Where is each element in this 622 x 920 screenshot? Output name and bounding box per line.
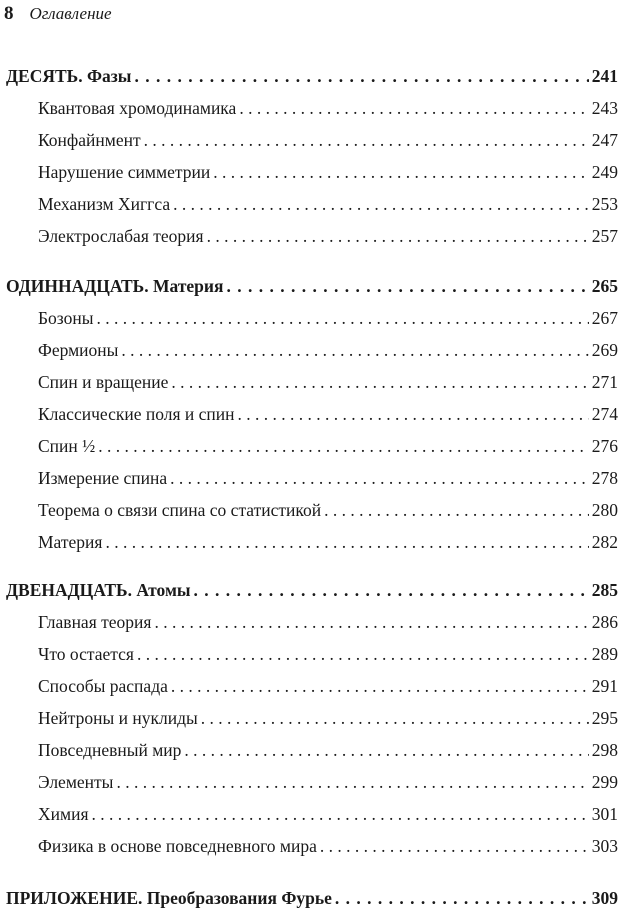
section-page-number: 303 xyxy=(591,836,618,856)
section-page-number: 295 xyxy=(591,708,618,728)
section-title: Главная теория xyxy=(38,612,152,632)
section-page-number: 289 xyxy=(591,644,618,664)
section-title: Элементы xyxy=(38,772,114,792)
section-page-number: 278 xyxy=(591,468,618,488)
section-entry[interactable] xyxy=(0,676,618,708)
section-page-number: 298 xyxy=(591,740,618,760)
section-title: Что остается xyxy=(38,644,134,664)
section-page-number: 301 xyxy=(591,804,618,824)
section-title: Химия xyxy=(38,804,89,824)
dot-leader xyxy=(92,804,589,825)
section-page-number: 291 xyxy=(591,676,618,696)
chapter-number: ПРИЛОЖЕНИЕ. xyxy=(6,888,143,908)
chapter-title: Атомы xyxy=(136,580,191,600)
running-title: Оглавление xyxy=(29,4,112,23)
section-title: Физика в основе повседневного мира xyxy=(38,836,317,856)
section-page-number: 247 xyxy=(591,130,618,150)
section-page-number: 271 xyxy=(591,372,618,392)
section-entry[interactable] xyxy=(0,708,618,740)
chapter-entry[interactable] xyxy=(0,888,618,920)
dot-leader xyxy=(134,66,588,87)
chapter-page-number: 309 xyxy=(591,888,618,908)
section-entry[interactable] xyxy=(0,436,618,468)
chapter-title: Преобразования Фурье xyxy=(146,888,332,908)
section-entry[interactable] xyxy=(0,404,618,436)
section-title: Спин и вращение xyxy=(38,372,169,392)
section-title: Спин ½ xyxy=(38,436,96,456)
section-entry[interactable] xyxy=(0,130,618,162)
dot-leader xyxy=(105,532,588,553)
chapter-title: Материя xyxy=(153,276,224,296)
chapter-title: Фазы xyxy=(86,66,132,86)
dot-leader xyxy=(171,372,588,393)
section-title: Повседневный мир xyxy=(38,740,182,760)
dot-leader xyxy=(207,226,589,247)
section-entry[interactable] xyxy=(0,308,618,340)
dot-leader xyxy=(171,676,589,697)
section-page-number: 269 xyxy=(591,340,618,360)
dot-leader xyxy=(201,708,589,729)
page-number: 8 xyxy=(4,3,14,24)
section-entry[interactable] xyxy=(0,500,618,532)
section-entry[interactable] xyxy=(0,468,618,500)
section-entry[interactable] xyxy=(0,372,618,404)
dot-leader xyxy=(121,340,588,361)
dot-leader xyxy=(213,162,589,183)
chapter-entry[interactable] xyxy=(0,66,618,98)
section-page-number: 276 xyxy=(591,436,618,456)
chapter-page-number: 241 xyxy=(591,66,618,86)
section-title: Способы распада xyxy=(38,676,168,696)
section-page-number: 299 xyxy=(591,772,618,792)
chapter-number: ДЕСЯТЬ. xyxy=(6,66,83,86)
chapter-number: ОДИННАДЦАТЬ. xyxy=(6,276,149,296)
dot-leader xyxy=(154,612,588,633)
dot-leader xyxy=(194,580,589,601)
section-title: Квантовая хромодинамика xyxy=(38,98,237,118)
section-page-number: 249 xyxy=(591,162,618,182)
section-title: Нарушение симметрии xyxy=(38,162,211,182)
section-title: Бозоны xyxy=(38,308,94,328)
section-page-number: 267 xyxy=(591,308,618,328)
table-of-contents xyxy=(0,66,618,920)
chapter-entry[interactable] xyxy=(0,580,618,612)
section-page-number: 243 xyxy=(591,98,618,118)
chapter-number: ДВЕНАДЦАТЬ. xyxy=(6,580,133,600)
dot-leader xyxy=(184,740,588,761)
section-title: Фермионы xyxy=(38,340,119,360)
section-title: Классические поля и спин xyxy=(38,404,235,424)
section-entry[interactable] xyxy=(0,836,618,868)
chapter-page-number: 285 xyxy=(591,580,618,600)
dot-leader xyxy=(96,308,588,329)
section-title: Нейтроны и нуклиды xyxy=(38,708,198,728)
section-title: Материя xyxy=(38,532,103,552)
section-entry[interactable] xyxy=(0,772,618,804)
dot-leader xyxy=(98,436,588,457)
dot-leader xyxy=(239,98,588,119)
section-title: Механизм Хиггса xyxy=(38,194,171,214)
dot-leader xyxy=(144,130,589,151)
dot-leader xyxy=(335,888,589,909)
dot-leader xyxy=(238,404,589,425)
dot-leader xyxy=(116,772,588,793)
section-entry[interactable] xyxy=(0,644,618,676)
dot-leader xyxy=(173,194,589,215)
dot-leader xyxy=(324,500,589,521)
page-header xyxy=(4,3,112,29)
section-page-number: 280 xyxy=(591,500,618,520)
dot-leader xyxy=(320,836,589,857)
chapter-entry[interactable] xyxy=(0,276,618,308)
section-entry[interactable] xyxy=(0,612,618,644)
dot-leader xyxy=(226,276,588,297)
section-entry[interactable] xyxy=(0,804,618,836)
chapter-page-number: 265 xyxy=(591,276,618,296)
section-title: Теорема о связи спина со статистикой xyxy=(38,500,322,520)
section-title: Измерение спина xyxy=(38,468,168,488)
section-entry[interactable] xyxy=(0,194,618,226)
section-entry[interactable] xyxy=(0,740,618,772)
section-page-number: 286 xyxy=(591,612,618,632)
section-page-number: 282 xyxy=(591,532,618,552)
section-entry[interactable] xyxy=(0,532,618,564)
section-page-number: 274 xyxy=(591,404,618,424)
section-title: Конфайнмент xyxy=(38,130,141,150)
dot-leader xyxy=(137,644,589,665)
section-entry[interactable] xyxy=(0,226,618,258)
section-page-number: 257 xyxy=(591,226,618,246)
section-entry[interactable] xyxy=(0,340,618,372)
section-page-number: 253 xyxy=(591,194,618,214)
section-entry[interactable] xyxy=(0,98,618,130)
dot-leader xyxy=(170,468,589,489)
section-title: Электрослабая теория xyxy=(38,226,204,246)
section-entry[interactable] xyxy=(0,162,618,194)
